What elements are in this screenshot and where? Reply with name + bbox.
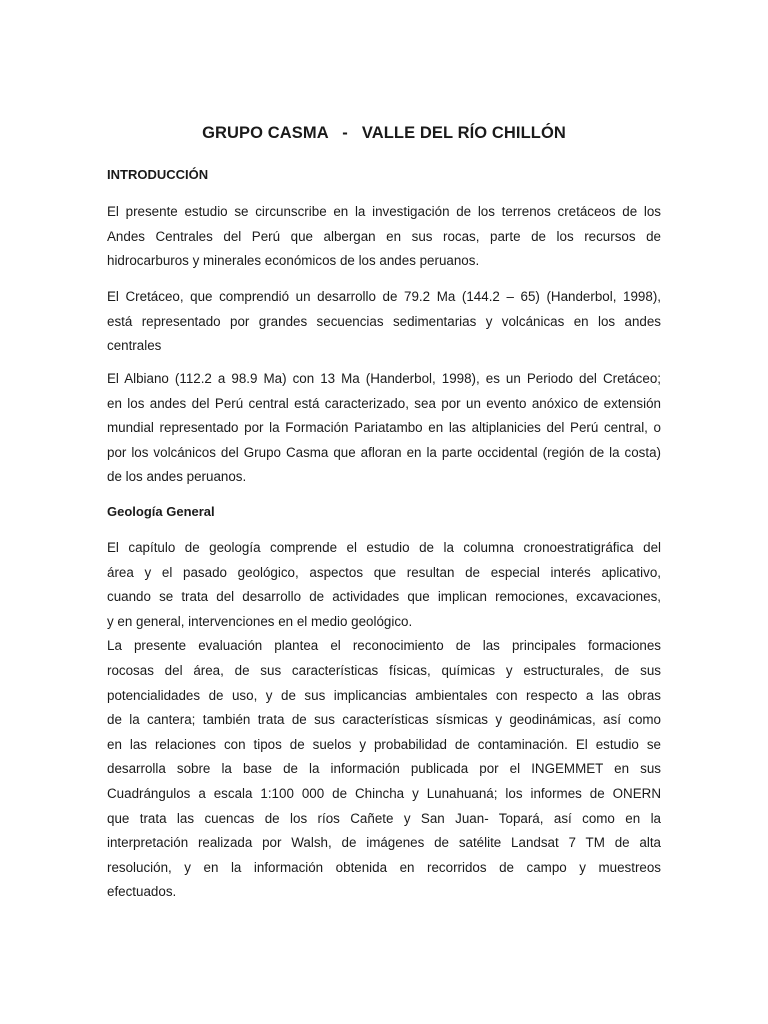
text-line: en las relaciones con tipos de suelos y probabilidad de contaminación. El estudio se (107, 736, 661, 752)
text-line: área y el pasado geológico, aspectos que resultan de especial interés aplicativo, (107, 564, 661, 580)
text-line: efectuados. (107, 884, 177, 900)
text-line: La presente evaluación plantea el reconocimiento de las principales formaciones (107, 638, 661, 654)
intro-paragraph-3 (107, 367, 661, 490)
document-title: GRUPO CASMA - VALLE DEL RÍO CHILLÓN (202, 124, 566, 142)
text-line: cuando se trata del desarrollo de actividades que implican remociones, excavaciones, (107, 589, 661, 605)
text-line: Cuadrángulos a escala 1:100 000 de Chincha y Lunahuaná; los informes de ONERN (107, 785, 661, 801)
intro-paragraph-1 (107, 200, 661, 274)
text-line: que trata las cuencas de los ríos Cañete y San Juan- Topará, así como en la (107, 810, 661, 826)
text-line: está representado por grandes secuencias sedimentarias y volcánicas en los andes (107, 313, 661, 329)
text-line: El presente estudio se circunscribe en la investigación de los terrenos cretáceos de los (107, 204, 661, 219)
text-line: de los andes peruanos. (107, 469, 247, 485)
intro-paragraph-2 (107, 285, 661, 359)
text-line: resolución, y en la información obtenida en recorridos de campo y muestreos (107, 859, 661, 875)
text-line: en los andes del Perú central está caracterizado, sea por un evento anóxico de extensión (107, 395, 661, 411)
text-line: potencialidades de uso, y de sus implicancias ambientales con respecto a las obras (107, 687, 661, 703)
text-line: y en general, intervenciones en el medio geológico. (107, 613, 413, 629)
text-line: interpretación realizada por Walsh, de imágenes de satélite Landsat 7 TM de alta (107, 835, 661, 851)
text-line: El capítulo de geología comprende el estudio de la columna cronoestratigráfica del (107, 540, 661, 555)
text-line: hidrocarburos y minerales económicos de los andes peruanos. (107, 253, 480, 269)
text-line: El Cretáceo, que comprendió un desarrollo de 79.2 Ma (144.2 – 65) (Handerbol, 1998), (107, 289, 661, 304)
text-line: por los volcánicos del Grupo Casma que afloran en la parte occidental (región de la costa) (107, 444, 661, 460)
text-line: El Albiano (112.2 a 98.9 Ma) con 13 Ma (Handerbol, 1998), es un Periodo del Cretáceo; (107, 371, 661, 386)
section-heading-introduccion: INTRODUCCIÓN (107, 167, 209, 182)
text-line: mundial representado por la Formación Pariatambo en las altiplanicies del Perú central, o (107, 420, 661, 436)
text-line: rocosas del área, de sus características físicas, químicas y estructurales, de sus (107, 662, 661, 678)
section-heading-geologia-general: Geología General (107, 504, 215, 519)
text-line: Andes Centrales del Perú que albergan en sus rocas, parte de los recursos de (107, 228, 661, 244)
geologia-paragraph-1 (107, 536, 661, 905)
text-line: centrales (107, 338, 162, 354)
text-line: de la cantera; también trata de sus características sísmicas y geodinámicas, así como (107, 712, 661, 728)
text-line: desarrolla sobre la base de la información publicada por el INGEMMET en sus (107, 761, 661, 777)
